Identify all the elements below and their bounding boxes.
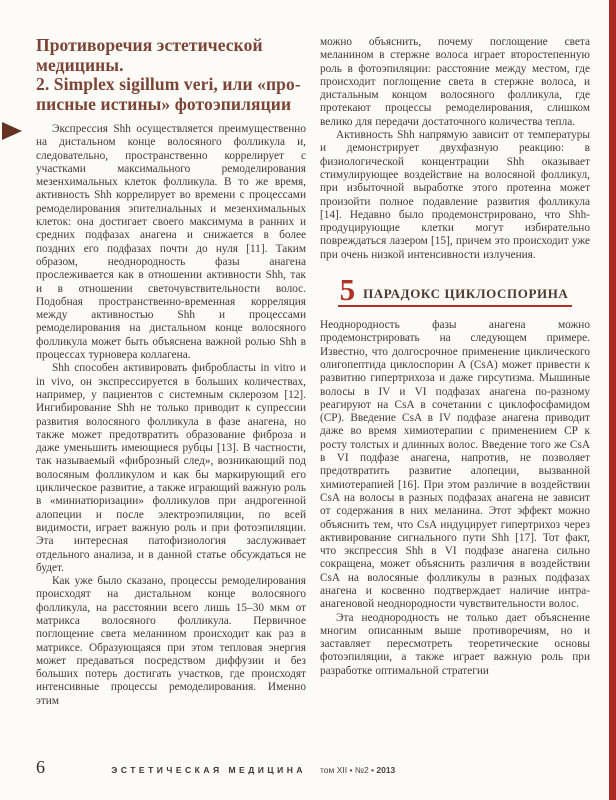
paragraph: Эта неоднородность не только дает объяснение многим описанным выше противоречиям, но и заставляет пересмотреть теоретические основы фотоэпиляции, а также играет важную роль при разработке оптимальной стратегии xyxy=(320,611,590,677)
issue-year: 2013 xyxy=(376,765,396,775)
page-content xyxy=(36,36,590,708)
paragraph: Активность Shh напрямую зависит от температуры и демонстрирует двухфазную реакцию: в физиологической концентрации Shh оказывает стимулирующее воздействие на волосяной фолликул, при избыточной выработке этого протеина может произойти полное подавление развития фолликула [14]. Недавно было продемонстрировано, что Shh-продуцирующие клетки могут избирательно повреждаться лазером [15], причем это происходит уже при очень низкой интенсивности излучения. xyxy=(320,129,590,261)
section-title: ПАРАДОКС ЦИКЛОСПОРИНА xyxy=(363,286,569,302)
section-heading-underline xyxy=(338,272,573,308)
article-title-line: 2. Simplex sigillum veri, или «про- xyxy=(36,74,301,94)
footer-left xyxy=(36,757,306,778)
footer-issue xyxy=(306,765,590,775)
section-number: 5 xyxy=(339,272,356,308)
paragraph: Как уже было сказано, процессы ремоделирования происходят на дистальном конце волосяного фолликула, на расстоянии всего лишь 15–30 мкм от матрикса волосяного фолликула. Первичное поглощение света меланином происходит как раз в матриксе. Образующаяся при этом тепловая энергия может предаваться посредством диффузии и без больших потерь достигать участков, где происходят интенсивные процессы ремоделирования. Именно этим xyxy=(36,575,306,707)
article-title xyxy=(36,36,306,114)
left-column xyxy=(36,36,306,708)
right-column xyxy=(320,36,590,708)
journal-name: ЭСТЕТИЧЕСКАЯ МЕДИЦИНА xyxy=(111,765,306,775)
page-edge-red-band xyxy=(609,0,616,800)
page-footer xyxy=(36,757,590,778)
paragraph: можно объяснить, почему поглощение света меланином в стержне волоса играет второстепенную роль в фотоэпиляции: расстояние между местом, где происходит поглощение света в стержне волоса, и дистальным концом волосяного фолликула, где протекают процессы ремоделирования, слишком велико для передачи достаточного количества тепла. xyxy=(320,36,590,128)
section-heading xyxy=(320,272,590,308)
paragraph: Shh способен активировать фибробласты in vitro и in vivo, он экспрессируется в больших количествах, например, у пациентов с системным склерозом [12]. Ингибирование Shh не только приводит к супрессии развития волосяного фолликула в фазе анагена, но также может предотвратить образование фиброза и даже уменьшить имеющиеся рубцы [13]. В частности, так называемый «фиброзный след», возникающий под волосяным фолликулом и как бы маркирующий его циклическое развитие, а также играющий важную роль в «миниатюризации» фолликулов при андрогенной алопеции и после электроэпиляции, по всей видимости, играет важную роль и при фотоэпиляции. Эта интересная патофизиология заслуживает отдельного анализа, и в данной статье обсуждаться не будет. xyxy=(36,362,306,574)
article-title-line: писные истины» фотоэпиляции xyxy=(36,93,292,114)
issue-volume: том XII • №2 • xyxy=(320,765,377,775)
paragraph-marker-triangle-icon xyxy=(2,122,22,140)
page-number: 6 xyxy=(36,757,45,777)
paragraph: Неоднородность фазы анагена можно продемонстрировать на следующем примере. Известно, что долгосрочное применение циклического олигопептида циклоспорин А (CsA) может привести к развитию гипертрихоза и даже гирсутизма. Мышиные волосы в IV и VI подфазах анагена по-разному реагируют на CsA в сочетании с циклофосфамидом (CP). Введение CsA в IV подфазе анагена приводит даже во время химиотерапии с применением CP к росту толстых и длинных волос. Введение того же CsA в VI подфазе анагена, напротив, не позволяет предотвратить развитие алопеции, вызванной химиотерапией [16]. При этом различие в воздействии CsA на волосы в разных подфазах анагена не зависит от содержания в них меланина. Этот эффект можно объяснить тем, что CsA индуцирует гипертрихоз через активирование сигнального пути Shh [17]. Тот факт, что экспрессия Shh в VI подфазе анагена сильно сокращена, может объяснить различия в воздействии CsA на волосяные фолликулы в разных подфазах анагена и косвенно подтверждает наличие интра-анагеновой неоднородности чувствительности волос. xyxy=(320,319,590,611)
paragraph: Экспрессия Shh осуществляется преимущественно на дистальном конце волосяного фолликула и, следовательно, пространственно коррелирует с участками максимального ремоделирования мезенхимальных клеток фолликула. В то же время, активность Shh коррелирует во времени с процессами ремоделирования эпителиальных и мезенхимальных клеток: она достигает своего максимума в ранних и средних подфазах анагена и снижается в более поздних его подфазах почти до нуля [11]. Таким образом, неоднородность фазы анагена прослеживается как в отношении активности Shh, так и в отношении светочувствительности волос. Подобная пространственно-временная корреляция между активностью Shh и процессами ремоделирования на дистальном конце волосяного фолликула может быть объяснена важной ролью Shh в процессах турновера коллагена. xyxy=(36,123,306,362)
article-title-line: Противоречия эстетической xyxy=(36,35,263,55)
article-title-line: медицины. xyxy=(36,54,124,75)
